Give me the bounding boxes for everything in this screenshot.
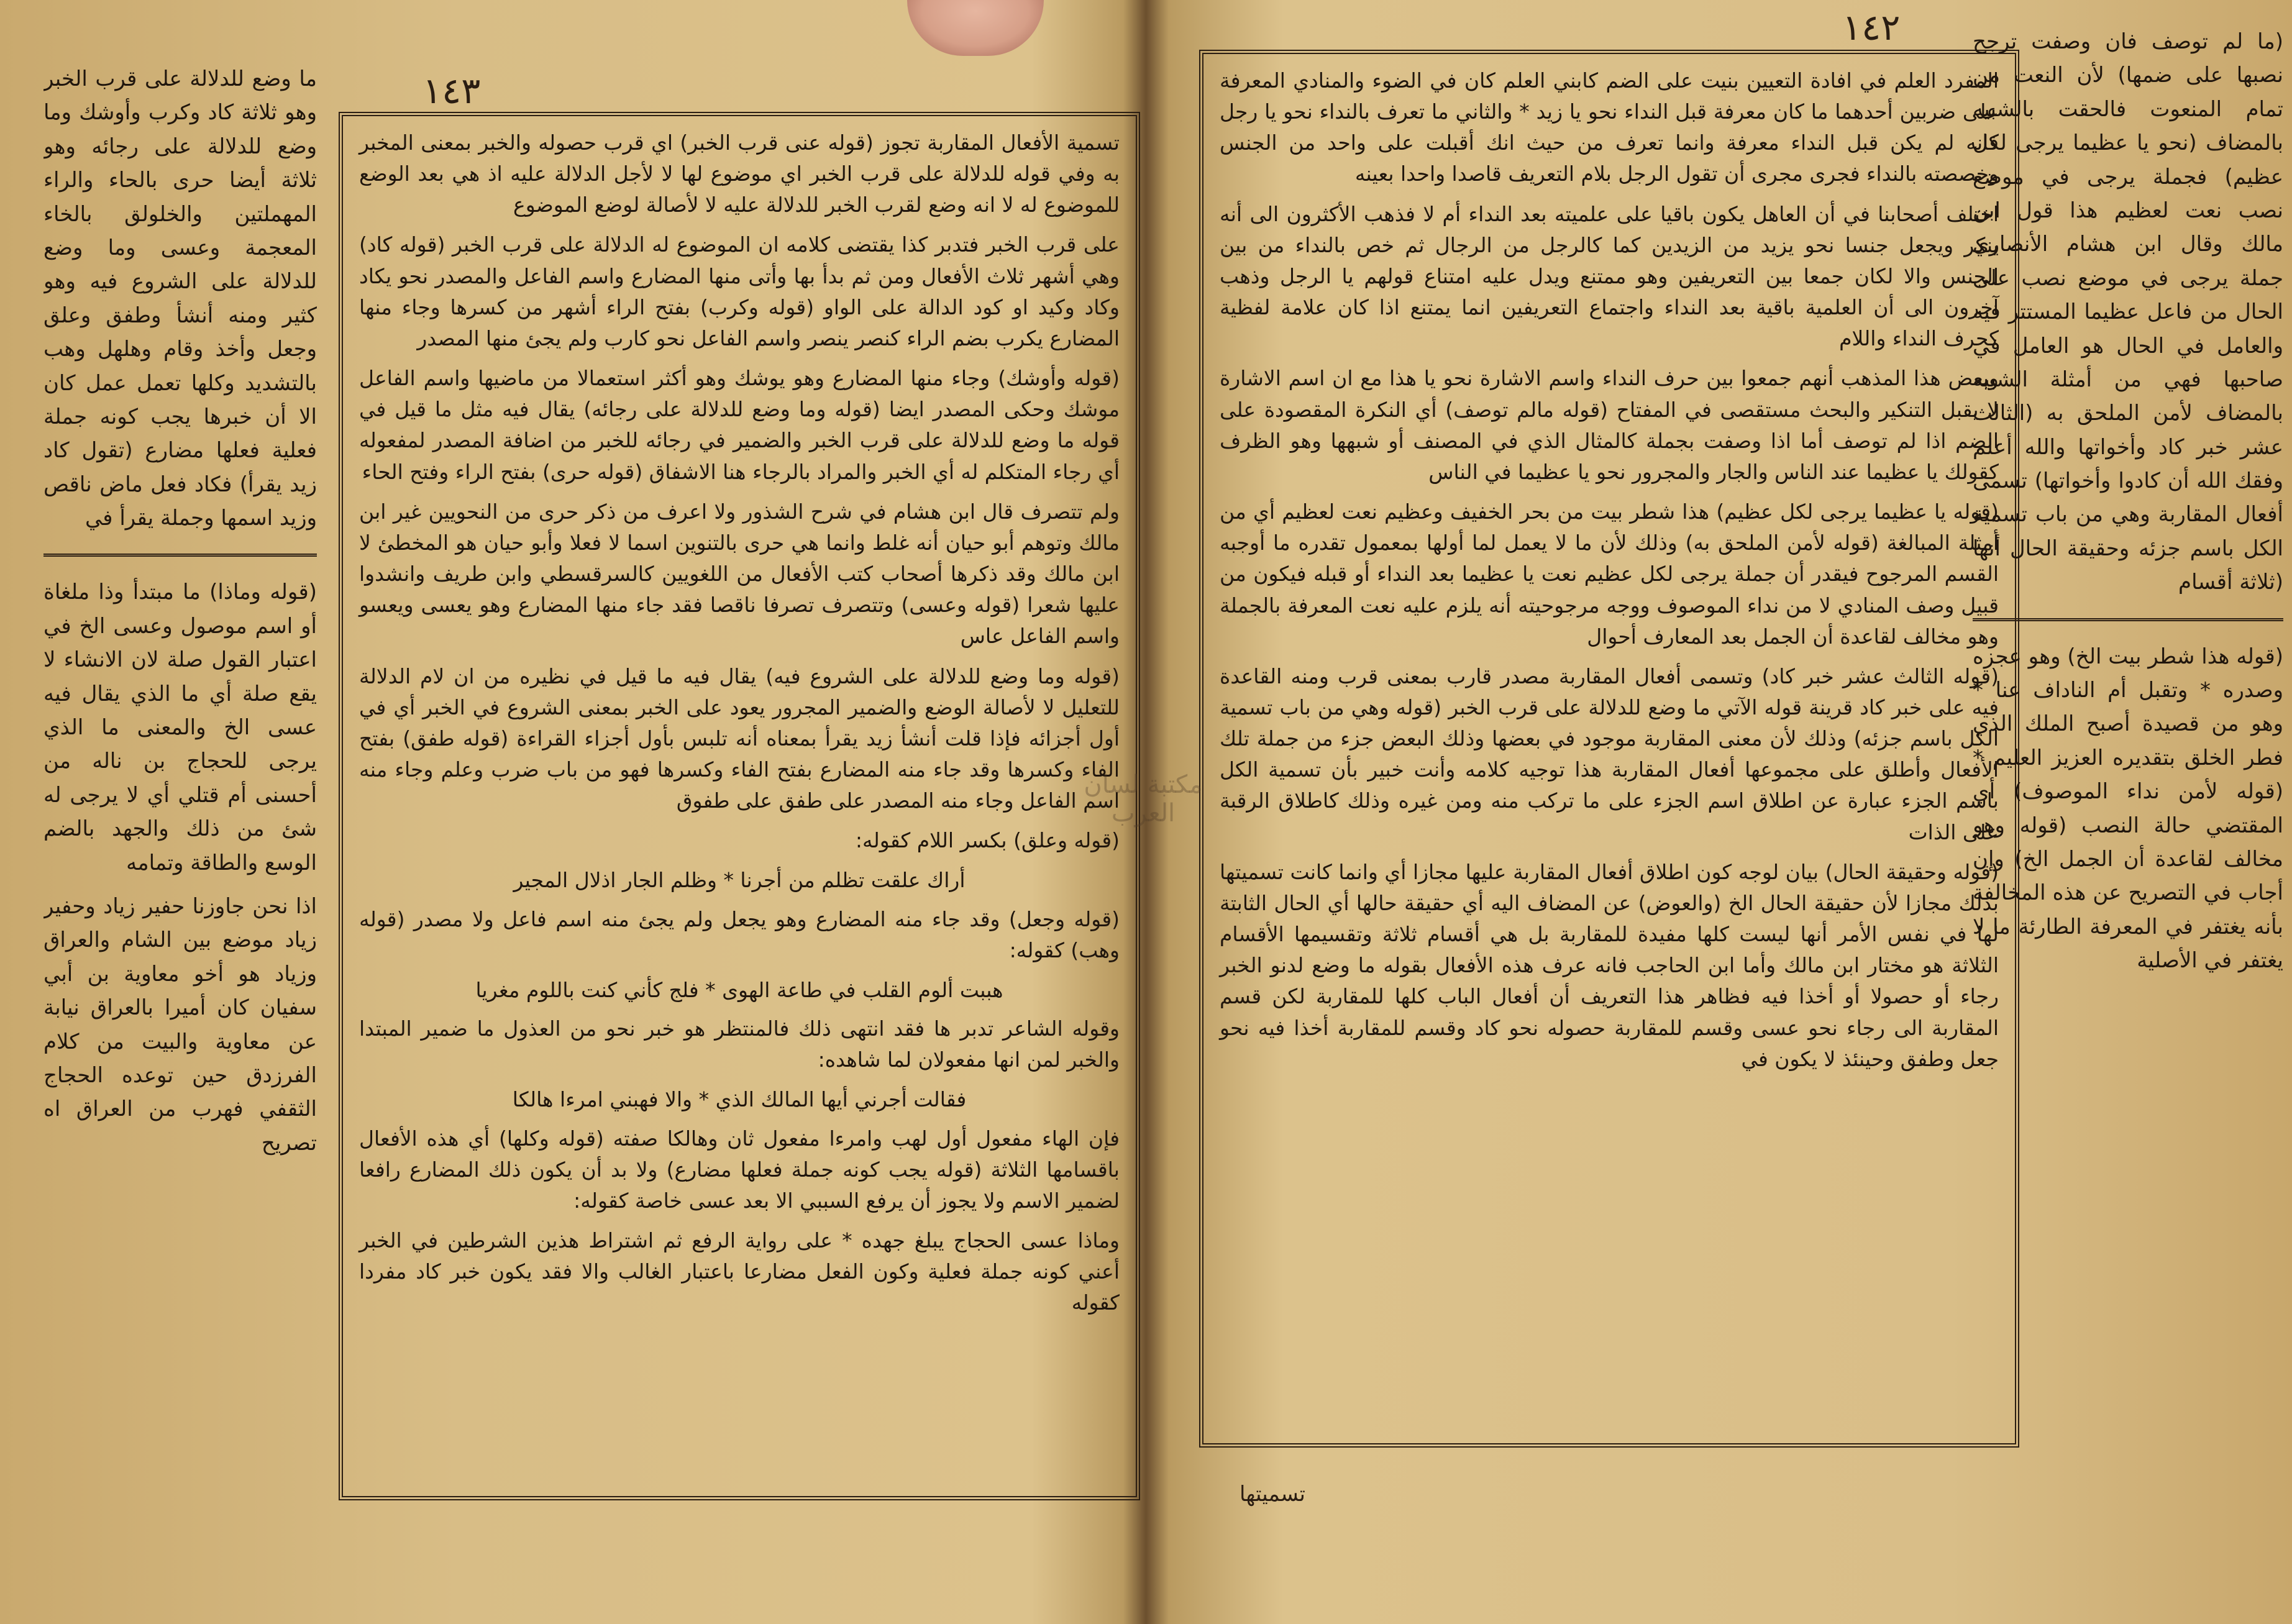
main-paragraph: على قرب الخبر فتدبر كذا يقتضى كلامه ان الموضوع له الدلالة على قرب الخبر (قوله كاد) وهي أشهر ثلاث الأفعال ومن ثم بدأ بها وأتى منها المضارع واسم الفاعل والمصدر نحو يكاد وكاد وكيد او كود الدالة على الواو (قوله وكرب) بفتح الراء أشهر من كسرها وجاء منها المضارع يكرب بضم الراء كنصر ينصر واسم الفاعل نحو كارب ولم يجئ منها المصدر bbox=[359, 232, 1120, 350]
poem-verse: هببت ألوم القلب في طاعة الهوى * فلج كأني كنت باللوم مغريا bbox=[475, 977, 1003, 1002]
main-paragraph: (قوله الثالث عشر خبر كاد) وتسمى أفعال المقاربة مصدر قارب بمعنى قرب ومنه القاعدة فيه على خبر كاد قرينة قوله الآتي ما وضع للدلالة على قرب الخبر (قوله وهي من باب تسمية الكل باسم جزئه) وذلك لأن معنى المقاربة موجود في بعضها وذلك البعض جزء من جملة تلك الأفعال وأطلق على مجموعها أفعال المقاربة هذا توجيه كلامه وأنت خبير بأن تسمية الكل باسم الجزء عبارة عن اطلاق اسم الجزء على ما تركب منه ومن غيره وذلك كاطلاق الرقبة على الذات bbox=[1220, 664, 1999, 844]
left-margin-text-block bbox=[43, 62, 317, 1160]
right-main-text bbox=[1220, 65, 1999, 1075]
margin-divider bbox=[43, 554, 317, 557]
main-paragraph: اختلف أصحابنا في أن العاهل يكون باقيا على علميته بعد النداء أم لا فذهب الأكثرون الى أنه ينكر ويجعل جنسا نحو يزيد من الزيدين كما كالرجل من الرجال ثم خص بالنداء من بين الجنس والا لكان جمعا بين التعريفين وهو ممتنع ويدل عليه امتناع قولهم يا الرجل وذهب آخرون الى أن العلمية باقية بعد النداء واجتماع التعريفين انما يمتنع اذا كان علامة لفظية كحرف النداء واللام bbox=[1220, 201, 1999, 351]
main-paragraph: فإن الهاء مفعول أول لهب وامرءا مفعول ثان وهالكا صفته (قوله وكلها) أي هذه الأفعال باقسامها الثلاثة (قوله يجب كونه جملة فعلها مضارع) ولا بد أن يكون ذلك المضارع رافعا لضمير الاسم ولا يجوز أن يرفع السببي الا بعد عسى خاصة كقوله: bbox=[359, 1126, 1120, 1213]
page-number-142: ١٤٢ bbox=[1842, 6, 1901, 48]
right-margin-text-block bbox=[1973, 25, 2283, 978]
watermark: مكتبة لسان العرب bbox=[1084, 770, 1203, 828]
left-margin-paragraph: اذا نحن جاوزنا حفير زياد وحفير زياد موضع بين الشام والعراق وزياد هو أخو معاوية بن أبي سفيان كان أميرا بالعراق نيابة عن معاوية والبيت من كلام الفرزدق حين توعده الحجاج الثقفي فهرب من العراق اه تصريح bbox=[43, 893, 317, 1156]
main-paragraph: (قوله وعلق) بكسر اللام كقوله: bbox=[855, 828, 1120, 853]
margin-divider bbox=[1973, 618, 2283, 621]
main-paragraph: (قوله وجعل) وقد جاء منه المضارع وهو يجعل ولم يجئ منه اسم فاعل ولا مصدر (قوله وهب) كقوله: bbox=[359, 906, 1120, 962]
main-paragraph: وماذا عسى الحجاج يبلغ جهده * على رواية الرفع ثم اشتراط هذين الشرطين في الخبر أعني كونه جملة فعلية وكون الفعل مضارعا باعتبار الغالب والا فقد يكون خبر كاد مفردا كقوله bbox=[359, 1228, 1120, 1315]
right-main-frame bbox=[1199, 50, 2019, 1448]
main-paragraph: (قوله وحقيقة الحال) بيان لوجه كون اطلاق أفعال المقاربة عليها مجازا أي وانما كانت تسميتها بذلك مجازا لأن حقيقة الحال الخ (والعوض) عن المضاف اليه أي حقيقة حالها أي الحال الثابتة لها في نفس الأمر أنها ليست كلها مفيدة للمقاربة بل هي أقسام ثلاثة وتقسيمها الأقسام الثلاثة هو مختار ابن مالك وأما ابن الحاجب فانه عرف هذه الأفعال بقوله ما وضع لدنو الخبر رجاء أو حصولا أو أخذا فيه فظاهر هذا التعريف أن أفعال الباب كلها للمقاربة لكن قسم المقاربة الى رجاء نحو عسى وقسم للمقاربة حصوله نحو كاد وقسم للمقاربة أخذا فيه نحو جعل وطفق وحينئذ لا يكون في bbox=[1220, 859, 1999, 1071]
main-paragraph: المفرد العلم في افادة التعيين بنيت على الضم كابني العلم كان في الضوء والمنادي المعرفة على ضربين أحدهما ما كان معرفة قبل النداء نحو يا زيد * والثاني ما تعرف بالنداء نحو يا رجل فانه لم يكن قبل النداء معرفة وانما تعرف من حيث انك أقبلت على واحد من الجنس وخصصته بالنداء فجرى مجرى أن تقول الرجل بلام التعريف قاصدا واحدا بعينه bbox=[1220, 68, 1999, 186]
main-paragraph: وقوله الشاعر تدبر ها فقد انتهى ذلك فالمنتظر هو خبر نحو من العذول ما ضمير المبتدا والخبر لمن انها مفعولان لما شاهده: bbox=[359, 1016, 1120, 1072]
left-margin-paragraph: ما وضع للدلالة على قرب الخبر وهو ثلاثة كاد وكرب وأوشك وما وضع للدلالة على رجائه وهو ثلاثة أيضا حرى بالحاء والراء المهملتين والخلولق بالخاء المعجمة وعسى وما وضع للدلالة على الشروع فيه وهو كثير ومنه أنشأ وطفق وعلق وجعل وأخذ وقام وهلهل وهب بالتشديد وكلها تعمل عمل كان الا أن خبرها يجب كونه جملة فعلية فعلها مضارع (تقول كاد زيد يقرأ) فكاد فعل ماض ناقص وزيد اسمها وجملة يقرأ في bbox=[43, 66, 317, 531]
right-margin-paragraph: (ما لم توصف فان وصفت ترجح نصبها على ضمها) لأن النعت من تمام المنعوت فالحقت بالشبيه بالمضاف (نحو يا عظيما يرجى لكل عظيم) فجملة يرجى في موضع نصب نعت لعظيم هذا قول ابن مالك وقال ابن هشام الأنصاري جملة يرجى في موضع نصب على الحال من فاعل عظيما المستتر فيه والعامل في الحال هو العامل في صاحبها فهي من أمثلة الشبيه بالمضاف لأمن الملحق به (الثالث عشر خبر كاد وأخواتها والله أعلم وفقك الله أن كادوا وأخواتها) تسمى أفعال المقاربة وهي من باب تسمية الكل باسم جزئه وحقيقة الحال أنها (ثلاثة أقسام bbox=[1973, 29, 2283, 595]
main-paragraph: (قوله وأوشك) وجاء منها المضارع وهو يوشك وهو أكثر استعمالا من ماضيها واسم الفاعل موشك وحكى المصدر ايضا (قوله وما وضع للدلالة على رجائه) يقال فيه مثل ما قيل في قوله ما وضع للدلالة على قرب الخبر والضمير في رجائه للخبر من اضافة المصدر لمفعوله أي رجاء المتكلم له أي الخبر والمراد بالرجاء هنا الاشفاق (قوله حرى) بفتح الراء وفتح الحاء bbox=[359, 366, 1120, 484]
left-main-frame bbox=[339, 112, 1140, 1500]
left-margin-paragraph: (قوله وماذا) ما مبتدأ وذا ملغاة أو اسم موصول وعسى الخ في اعتبار القول صلة لان الانشاء لا يقع صلة أي ما الذي يقال فيه عسى الخ والمعنى ما الذي يرجى للحجاج بن ناله من أحسنى أم قتلي أي لا يرجى له شئ من ذلك والجهد بالضم الوسع والطاقة وتمامه bbox=[43, 580, 317, 875]
main-paragraph: تسمية الأفعال المقاربة تجوز (قوله عنى قرب الخبر) اي قرب حصوله والخبر بمعنى المخبر به وفي قوله للدلالة على قرب الخبر اي موضوع لها لا لأجل الدلالة عليه اذ هي بعد الوضع للموضوع له لا انه وضع لقرب الخبر للدلالة عليه لا لأصالة لوضع الموضوع bbox=[359, 130, 1120, 217]
left-main-text bbox=[359, 127, 1120, 1318]
right-margin-paragraph: (قوله هذا شطر بيت الخ) وهو عجزه وصدره * وتقبل أم الناداف عنا * وهو من قصيدة أصبح الملك الذي فطر الخلق بتقديره العزيز العليم * (قوله لأمن نداء الموصوف) أي المقتضي حالة النصب (قوله وهو مخالف لقاعدة أن الجمل الخ) وإن أجاب في التصريح عن هذه المخالفة بأنه يغتفر في المعرفة الطارئة ما لا يغتفر في الأصلية bbox=[1973, 644, 2283, 974]
poem-verse: فقالت أجرني أيها المالك الذي * والا فهبني امرءا هالكا bbox=[512, 1087, 967, 1112]
left-page bbox=[0, 0, 1143, 1624]
main-paragraph: وبعض هذا المذهب أنهم جمعوا بين حرف النداء واسم الاشارة نحو يا هذا مع ان اسم الاشارة لا يقبل التنكير والبحث مستقصى في المفتاح (قوله مالم توصف) أي النكرة المقصودة على الضم اذا لم توصف أما اذا وصفت بجملة كالمثال الذي في المصنف أو شبهها وهو الظرف كقولك يا عظيما عند الناس والجار والمجرور نحو يا عظيما في الناس bbox=[1220, 366, 1999, 484]
poem-verse: أراك علقت تظلم من أجرنا * وظلم الجار اذلال المجير bbox=[513, 868, 966, 893]
main-paragraph: (قوله وما وضع للدلالة على الشروع فيه) يقال فيه ما قيل في نظيره من ان لام الدلالة للتعليل لا لأصالة الوضع والضمير المجرور يعود على الخبر بمعنى الشروع في الخبر أي في أول أجزائه فإذا قلت أنشأ زيد يقرأ بمعناه أنه تلبس بأول أجزاء القراءة (قوله طفق) بفتح الفاء وكسرها وقد جاء منه المضارع بفتح الفاء وكسرها فهو من باب ضرب وعلم وجاء منه اسم الفاعل وجاء منه المصدر على طفق على طفوق bbox=[359, 664, 1120, 813]
right-margin-text bbox=[1973, 25, 2283, 1566]
left-margin-text bbox=[43, 62, 317, 1553]
main-paragraph: (قوله يا عظيما يرجى لكل عظيم) هذا شطر بيت من بحر الخفيف وعظيم نعت لعظيم أي من أمثلة المبالغة (قوله لأمن الملحق به) وذلك لأن ما لا يعمل لما أولها بمعمول تقدره ما أوجبه القسم المرجوح فيقدر أن جملة يرجى لكل عظيم نعت يا عظيما بعد النداء أو قبله فيكون من قبيل وصف المنادي لا من نداء الموصوف ووجه مرجوحيته أنه يلزم عليه نعت المعرفة بالجملة وهو مخالف لقاعدة أن الجمل بعد المعارف أحوال bbox=[1220, 500, 1999, 649]
catchword: تسميتها bbox=[1240, 1482, 1306, 1507]
main-paragraph: ولم تتصرف قال ابن هشام في شرح الشذور ولا اعرف من ذكر حرى من النحويين غير ابن مالك وتوهم أبو حيان أنه غلط وانما هي حرى بالتنوين اسما لا فعلا وأبو حيان هو المخطئ لا ابن مالك وقد ذكرها أصحاب كتب الأفعال من اللغويين كالسرقسطي وابن طريف وانشدوا عليها شعرا (قوله وعسى) وتتصرف تصرفا ناقصا فقد جاء منها المضارع وهو يعسى ويعسو واسم الفاعل عاس bbox=[359, 499, 1120, 649]
right-page bbox=[1153, 0, 2292, 1624]
page-number-143: ١٤٣ bbox=[422, 70, 481, 112]
